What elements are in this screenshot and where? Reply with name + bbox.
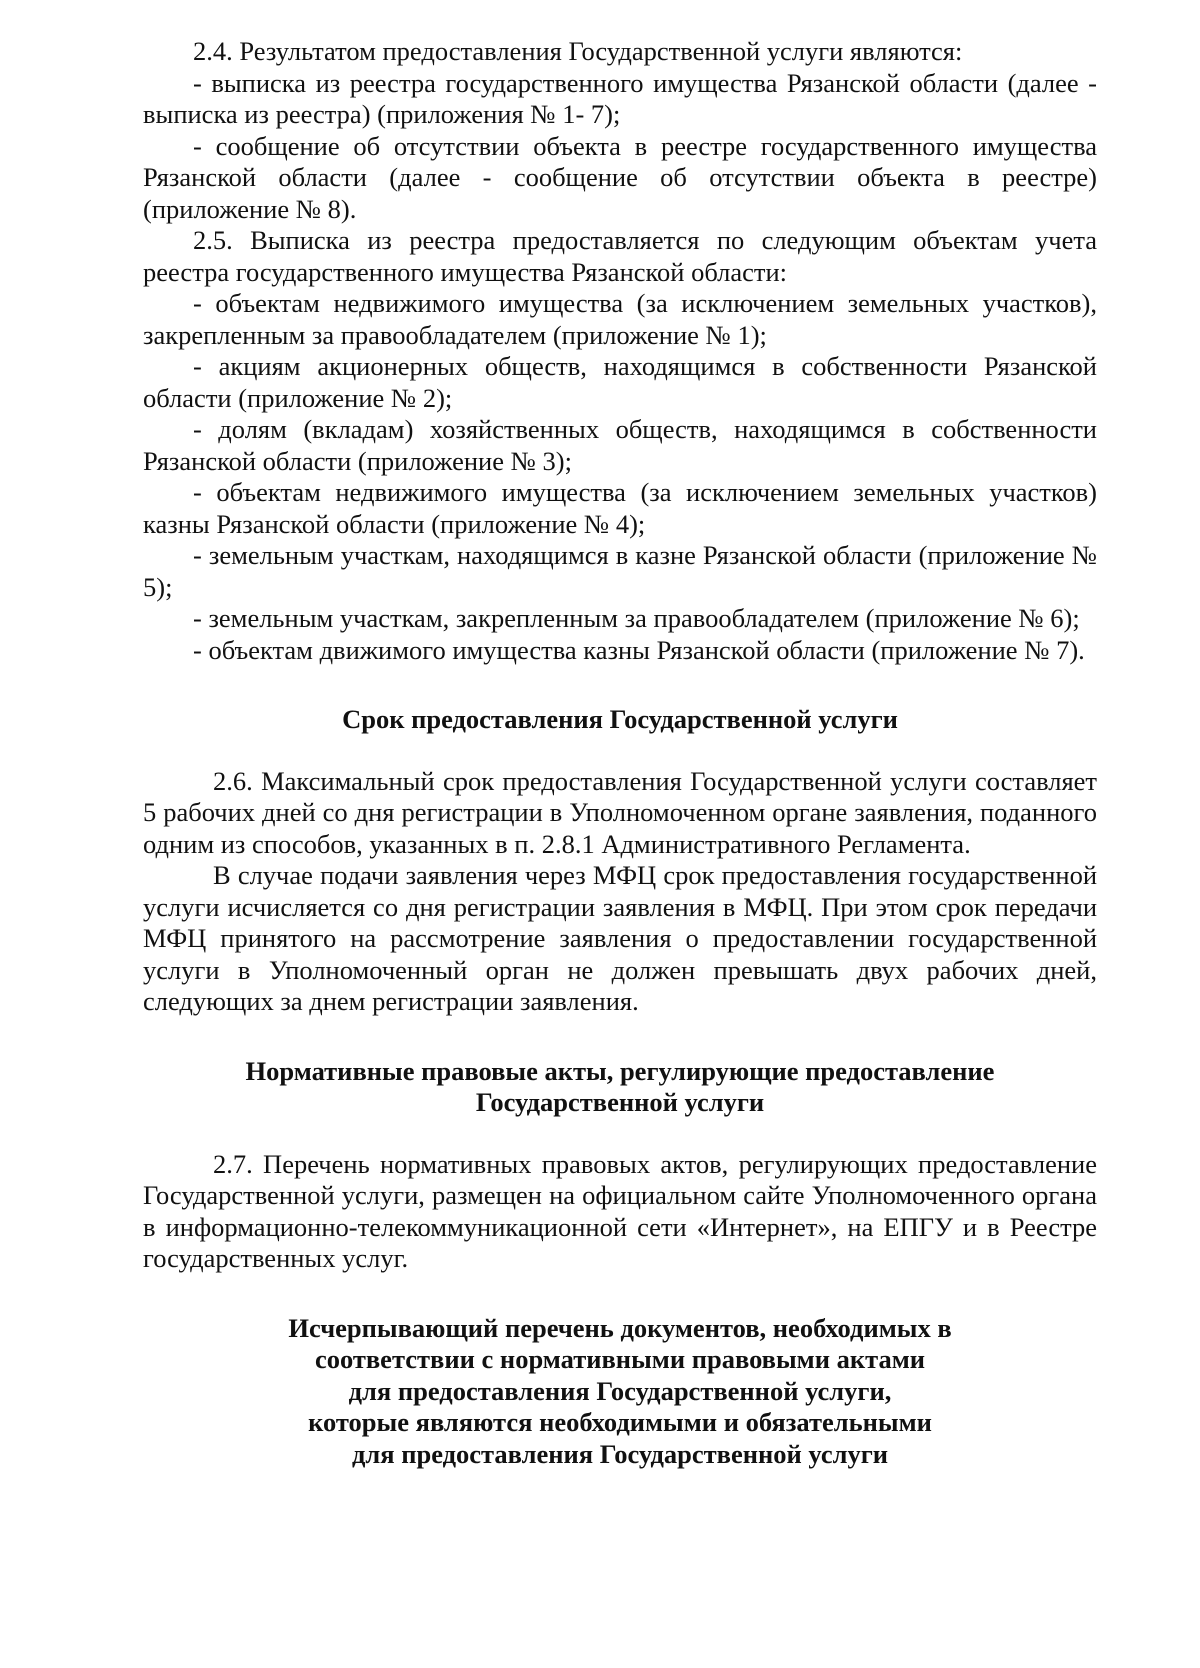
section-heading-documents-line-4: которые являются необходимыми и обязательными	[308, 1407, 932, 1437]
section-heading-term-text: Срок предоставления Государственной услуги	[342, 704, 898, 734]
paragraph-2-7: 2.7. Перечень нормативных правовых актов, регулирующих предоставление Государственной услуги, размещен на официальном сайте Уполномоченного органа в информационно-телекоммуникационной сети «Интернет», на ЕПГУ и в Реестре государственных услуг.	[143, 1148, 1097, 1273]
paragraph-2-6: 2.6. Максимальный срок предоставления Государственной услуги составляет 5 рабочих дней со дня регистрации в Уполномоченном органе заявления, поданного одним из способов, указанных в п. 2.8.1 Административного Регламента.	[143, 765, 1097, 859]
section-heading-documents	[143, 1313, 1097, 1471]
list-item-land-holder: - земельным участкам, закрепленным за правообладателем (приложение № 6);	[193, 603, 1080, 633]
list-item-land-treasury: - земельным участкам, находящимся в казне Рязанской области (приложение № 5);	[143, 540, 1097, 602]
section-heading-acts-line-1: Нормативные правовые акты, регулирующие предоставление	[245, 1055, 995, 1086]
section-heading-documents-line-3: для предоставления Государственной услуги,	[348, 1375, 892, 1406]
list-item-shares: - акциям акционерных обществ, находящимся в собственности Рязанской области (приложение № 2);	[143, 351, 1097, 413]
section-heading-term	[143, 704, 1097, 736]
paragraph-mfc: В случае подачи заявления через МФЦ срок предоставления государственной услуги исчисляется со дня регистрации заявления в МФЦ. При этом срок передачи МФЦ принятого на рассмотрение заявления о предоставлении государственной услуги в Уполномоченный орган не должен превышать двух рабочих дней, следующих за днем регистрации заявления.	[143, 860, 1097, 1016]
list-item-stakes: - долям (вкладам) хозяйственных обществ, находящимся в собственности Рязанской области (приложение № 3);	[143, 414, 1097, 476]
paragraph-2-5: 2.5. Выписка из реестра предоставляется по следующим объектам учета реестра государственного имущества Рязанской области:	[143, 225, 1097, 287]
section-heading-documents-line-1: Исчерпывающий перечень документов, необходимых в	[288, 1312, 952, 1343]
section-heading-documents-line-2: соответствии с нормативными правовыми актами	[314, 1344, 926, 1374]
list-item-absence-notice: - сообщение об отсутствии объекта в реестре государственного имущества Рязанской области (далее - сообщение об отсутствии объекта в реестре) (приложение № 8).	[143, 130, 1097, 224]
list-item-movable-property: - объектам движимого имущества казны Рязанской области (приложение № 7).	[193, 634, 1085, 665]
section-heading-documents-line-5: для предоставления Государственной услуги	[351, 1438, 889, 1469]
section-heading-acts	[143, 1056, 1097, 1119]
list-item-extract: - выписка из реестра государственного имущества Рязанской области (далее - выписка из реестра) (приложения № 1- 7);	[143, 67, 1097, 129]
paragraph-2-4: 2.4. Результатом предоставления Государственной услуги являются:	[193, 36, 963, 66]
list-item-real-estate-treasury: - объектам недвижимого имущества (за исключением земельных участков) казны Рязанской области (приложение № 4);	[143, 477, 1097, 539]
section-heading-acts-line-2: Государственной услуги	[475, 1087, 765, 1117]
document-body	[143, 36, 1097, 1470]
list-item-real-estate-holder: - объектам недвижимого имущества (за исключением земельных участков), закрепленным за правообладателем (приложение № 1);	[143, 288, 1097, 350]
